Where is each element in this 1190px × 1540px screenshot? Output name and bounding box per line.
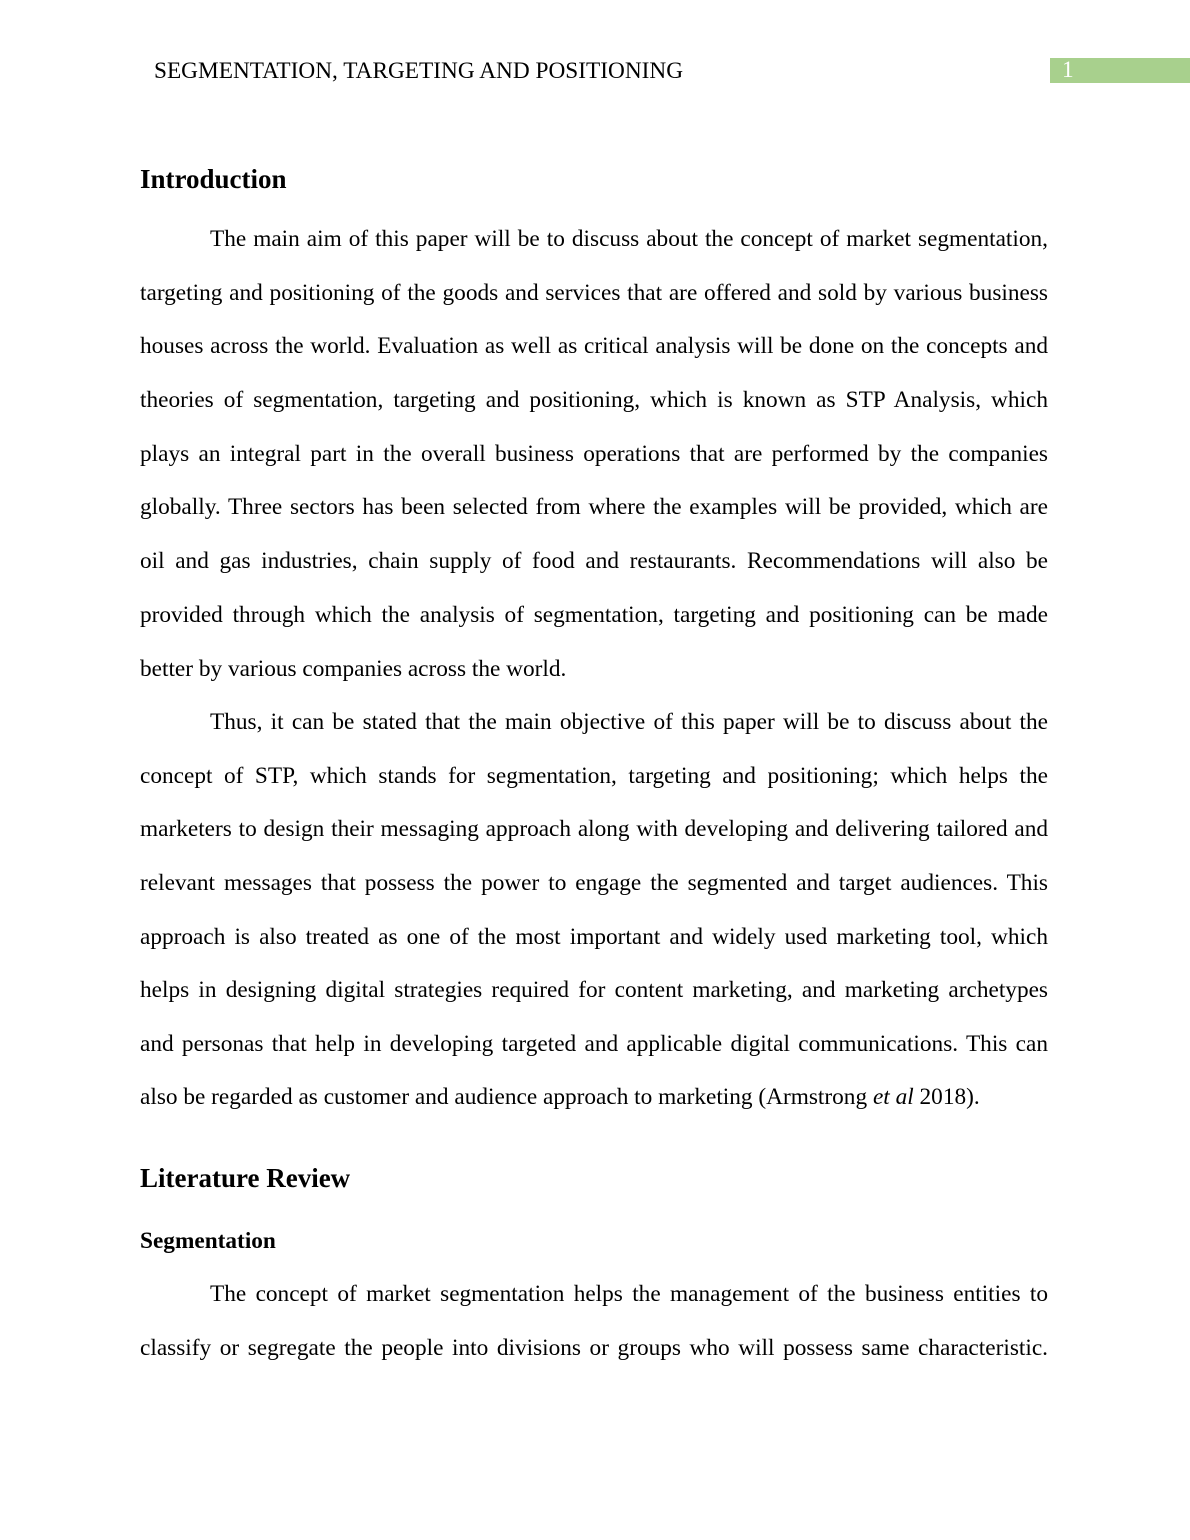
text-line: concept of STP, which stands for segmentation, targeting and positioning; which helps the — [140, 762, 1048, 789]
text-line: relevant messages that possess the power to engage the segmented and target audiences. This — [140, 870, 1048, 897]
text-line: theories of segmentation, targeting and positioning, which is known as STP Analysis, which — [140, 387, 1048, 414]
intro-paragraph-2-last-line — [140, 1071, 1048, 1125]
subheading-segmentation: Segmentation — [140, 1228, 276, 1254]
page-number: 1 — [1062, 57, 1074, 83]
text-line: The main aim of this paper will be to discuss about the concept of market segmentation, — [210, 226, 1048, 252]
text-line: Thus, it can be stated that the main objective of this paper will be to discuss about the — [210, 709, 1048, 735]
intro-paragraph-1 — [140, 213, 1048, 696]
text-line: plays an integral part in the overall business operations that are performed by the companies — [140, 440, 1048, 467]
citation-italic: et al — [872, 1084, 914, 1110]
heading-literature-review: Literature Review — [140, 1163, 351, 1193]
text-line: globally. Three sectors has been selected from where the examples will be provided, which are — [140, 494, 1048, 521]
text-line: oil and gas industries, chain supply of food and restaurants. Recommendations will also be — [140, 548, 1048, 575]
text-line: provided through which the analysis of segmentation, targeting and positioning can be made — [140, 601, 1048, 628]
running-header: SEGMENTATION, TARGETING AND POSITIONING — [154, 58, 684, 84]
text-line: The concept of market segmentation helps the management of the business entities to — [210, 1281, 1048, 1307]
text: 2018). — [913, 1084, 980, 1110]
text-line: helps in designing digital strategies required for content marketing, and marketing archetypes — [140, 977, 1048, 1004]
segmentation-paragraph — [140, 1268, 1048, 1375]
text: also be regarded as customer and audience approach to marketing (Armstrong — [140, 1084, 873, 1110]
text-line: approach is also treated as one of the most important and widely used marketing tool, which — [140, 923, 1048, 950]
text-line: targeting and positioning of the goods and services that are offered and sold by various business — [140, 279, 1048, 306]
page-number-bar — [1050, 58, 1190, 83]
text-line: classify or segregate the people into divisions or groups who will possess same characteristic. — [140, 1334, 1048, 1361]
intro-paragraph-2 — [140, 696, 1048, 1072]
text-line: houses across the world. Evaluation as well as critical analysis will be done on the concepts and — [140, 333, 1048, 360]
heading-introduction: Introduction — [140, 164, 287, 194]
text-line: and personas that help in developing targeted and applicable digital communications. This can — [140, 1031, 1048, 1058]
text-line: better by various companies across the world. — [140, 655, 567, 682]
text-line: marketers to design their messaging approach along with developing and delivering tailored and — [140, 816, 1048, 843]
